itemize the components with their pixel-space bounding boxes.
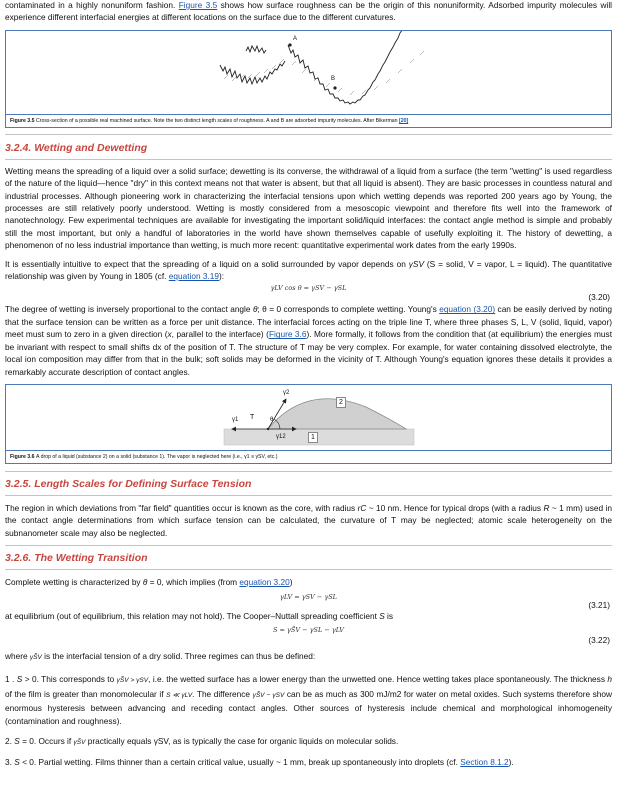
section-8-1-2-link[interactable]: Section 8.1.2 <box>460 757 509 768</box>
figure-3-5 <box>5 30 612 128</box>
equation-3-21-formula: γLV = γSV − γSL <box>280 592 337 601</box>
wetting-paragraph: Wetting means the spreading of a liquid over a solid surface; dewetting is its converse, the withdrawal of a liquid from a surface (the term "wetting" is used regardless of the nature of the liquid—hence "dry" in this context means not that water is absent, but that all liquid is absent). They are basic processes in countless natural and industrial processes. Although pioneering work in characterizing the interfacial tensions upon which wetting depends was reported 200 years ago by Young, the processes are still relatively poorly understood. Wetting is mostly considered from a mesoscopic viewpoint and therefore fits well into the framework of nanotechnology. Few experimental techniques are available for investigating the important solid/liquid interfaces: the contact angle method is simple and probably still the most important, but only a handful of laboratories in the world have shown themselves capable of usefully exploiting it. The history of dewetting, a phenomenon of no less industrial importance than wetting, is much more recent: quantitative experimental work dates from the early 1990s. <box>5 165 612 251</box>
page <box>5 0 612 769</box>
figure-3-5-link[interactable]: Figure 3.5 <box>178 0 218 10</box>
equation-3-20-number: (3.20) <box>588 292 610 303</box>
gamma-12-label: γ12 <box>276 433 286 440</box>
divider <box>5 134 612 135</box>
molecule-b-label: B <box>331 75 336 82</box>
divider <box>5 495 612 496</box>
divider <box>5 569 612 570</box>
dry-solid-paragraph: where γS̃V is the interfacial tension of a dry solid. Three regimes can thus be defined: <box>5 650 316 661</box>
equation-3-20 <box>5 282 612 306</box>
section-heading-wetting-dewetting: 3.2.4. Wetting and Dewetting <box>5 141 148 154</box>
figure-3-6-link[interactable]: Figure 3.6 <box>268 329 307 340</box>
equation-3-22-formula: S = γS̃V − γSL − γLV <box>273 625 344 634</box>
equation-3-20-link[interactable]: equation (3.20) <box>439 304 496 315</box>
regime-list-item: 2. S = 0. Occurs if γS̃V practically equals γSV, as is typically the case for organic liquids on molecular solids. <box>5 735 399 746</box>
molecule-a-marker <box>288 43 291 46</box>
divider <box>5 545 612 546</box>
molecule-a-label: A <box>293 35 298 42</box>
equation-3-21-number: (3.21) <box>588 599 610 610</box>
figure-3-6-caption: Figure 3.6 A drop of a liquid (substance 2) on a solid (substance 1). The vapor is neglected here (i.e., γ1 ≡ γSV, etc.) <box>6 450 611 463</box>
regime-list-item: 3. S < 0. Partial wetting. Films thinner than a certain critical value, usually ~ 1 mm, break up spontaneously into droplets (cf. Section 8.1.2). <box>5 757 514 768</box>
equation-3-22 <box>5 622 612 646</box>
young-intro-paragraph: It is essentially intuitive to expect that the spreading of a liquid on a solid surrounded by vapor depends on γSV (S = solid, V = vapor, L = liquid). The quantitative relationship was given by Young in 1805 (cf. equation 3.19): <box>5 258 612 282</box>
rough-surface-profile <box>220 31 418 104</box>
equation-3-21 <box>5 589 612 613</box>
divider <box>5 471 612 472</box>
complete-wetting-paragraph: Complete wetting is characterized by θ = 0, which implies (from equation 3.20) <box>5 577 293 588</box>
equation-3-20-formula: γLV cos θ = γSV − γSL <box>270 284 347 293</box>
equation-3-19-link[interactable]: equation 3.19 <box>168 271 220 282</box>
solid-substrate <box>224 429 414 445</box>
contact-angle-paragraph: The degree of wetting is inversely proportional to the contact angle θ; θ = 0 corresponds to complete wetting. Young's equation (3.20) can be easily derived by noting that the surface tension can be written as a force per unit distance. The interfacial forces acting on the triple line T, where three phases S, L, V (solid, liquid, vapor) meet must sum to zero in a given direction (x, parallel to the interface) (Figure 3.6). More formally, it follows from the condition that (at equilibrium) the energies must be invariant with respect to small shifts dx of the position of T. The structure of T may be very complex. For example, for water containing dissolved electrolyte, the local ion composition may differ from that in the bulk; soft solids may be deformed in the vicinity of T. Although Young's equation ignores these details it provides a remarkably accurate description of contact angles. <box>5 304 613 377</box>
reference-20-link[interactable]: [20] <box>399 117 409 124</box>
spreading-coefficient-paragraph: at equilibrium (out of equilibrium, this relation may not hold). The Cooper–Nuttall spreading coefficient S is <box>5 610 394 621</box>
intro-paragraph: contaminated in a highly nonuniform fashion. Figure 3.5 shows how surface roughness can be the origin of this nonuniformity. Adsorbed impurity molecules will experience different interfacial energies at different locations on the surface due to the different curvatures. <box>5 0 613 23</box>
length-scales-paragraph: The region in which deviations from "far field" quantities occur is known as the core, with radius rC ~ 10 nm. Hence for typical drops (with a radius R ~ 1 mm) used in the contact angle determinations from which surface tension can be calculated, the curvature of T may be neglected; atomic scale heterogeneity on the subnanometer scale may also be neglected. <box>5 502 613 538</box>
equation-3-20-link[interactable]: equation 3.20 <box>239 577 290 588</box>
figure-3-5-caption: Figure 3.5 Cross-section of a possible real machined surface. Note the two distinct length scales of roughness. A and B are adsorbed impurity molecules. After Bikerman [20] <box>6 114 611 127</box>
rough-surface-illustration <box>6 31 611 113</box>
region-2-label: 2 <box>336 397 346 408</box>
gamma-1-label: γ1 <box>232 416 239 423</box>
molecule-b-marker <box>333 86 336 89</box>
section-heading-wetting-transition: 3.2.6. The Wetting Transition <box>5 552 148 565</box>
equation-3-22-number: (3.22) <box>588 634 610 645</box>
divider <box>5 159 612 160</box>
figure-3-6 <box>5 384 612 464</box>
triple-line-label: T <box>250 413 255 421</box>
theta-label: θ <box>270 416 274 423</box>
triple-line-point <box>267 428 269 430</box>
region-1-label: 1 <box>308 432 318 443</box>
regime-list-item: 1 . S > 0. This corresponds to γS̃V > γSV, i.e. the wetted surface has a lower energy than the unwetted one. Hence wetting takes place spontaneously. The thickness h of the film is greater than monomolecular if S ≪ γLV. The difference γS̃V − γSV can be as much as 300 mJ/m2 for water on metal oxides. Such systems therefore show enormous hysteresis between advancing and receding contact angles. Other sources of hysteresis include chemical and morphological inhomogeneity (contamination and roughness). <box>5 674 613 726</box>
section-heading-length-scales: 3.2.5. Length Scales for Defining Surface Tension <box>5 477 252 490</box>
gamma-2-label: γ2 <box>283 389 290 396</box>
